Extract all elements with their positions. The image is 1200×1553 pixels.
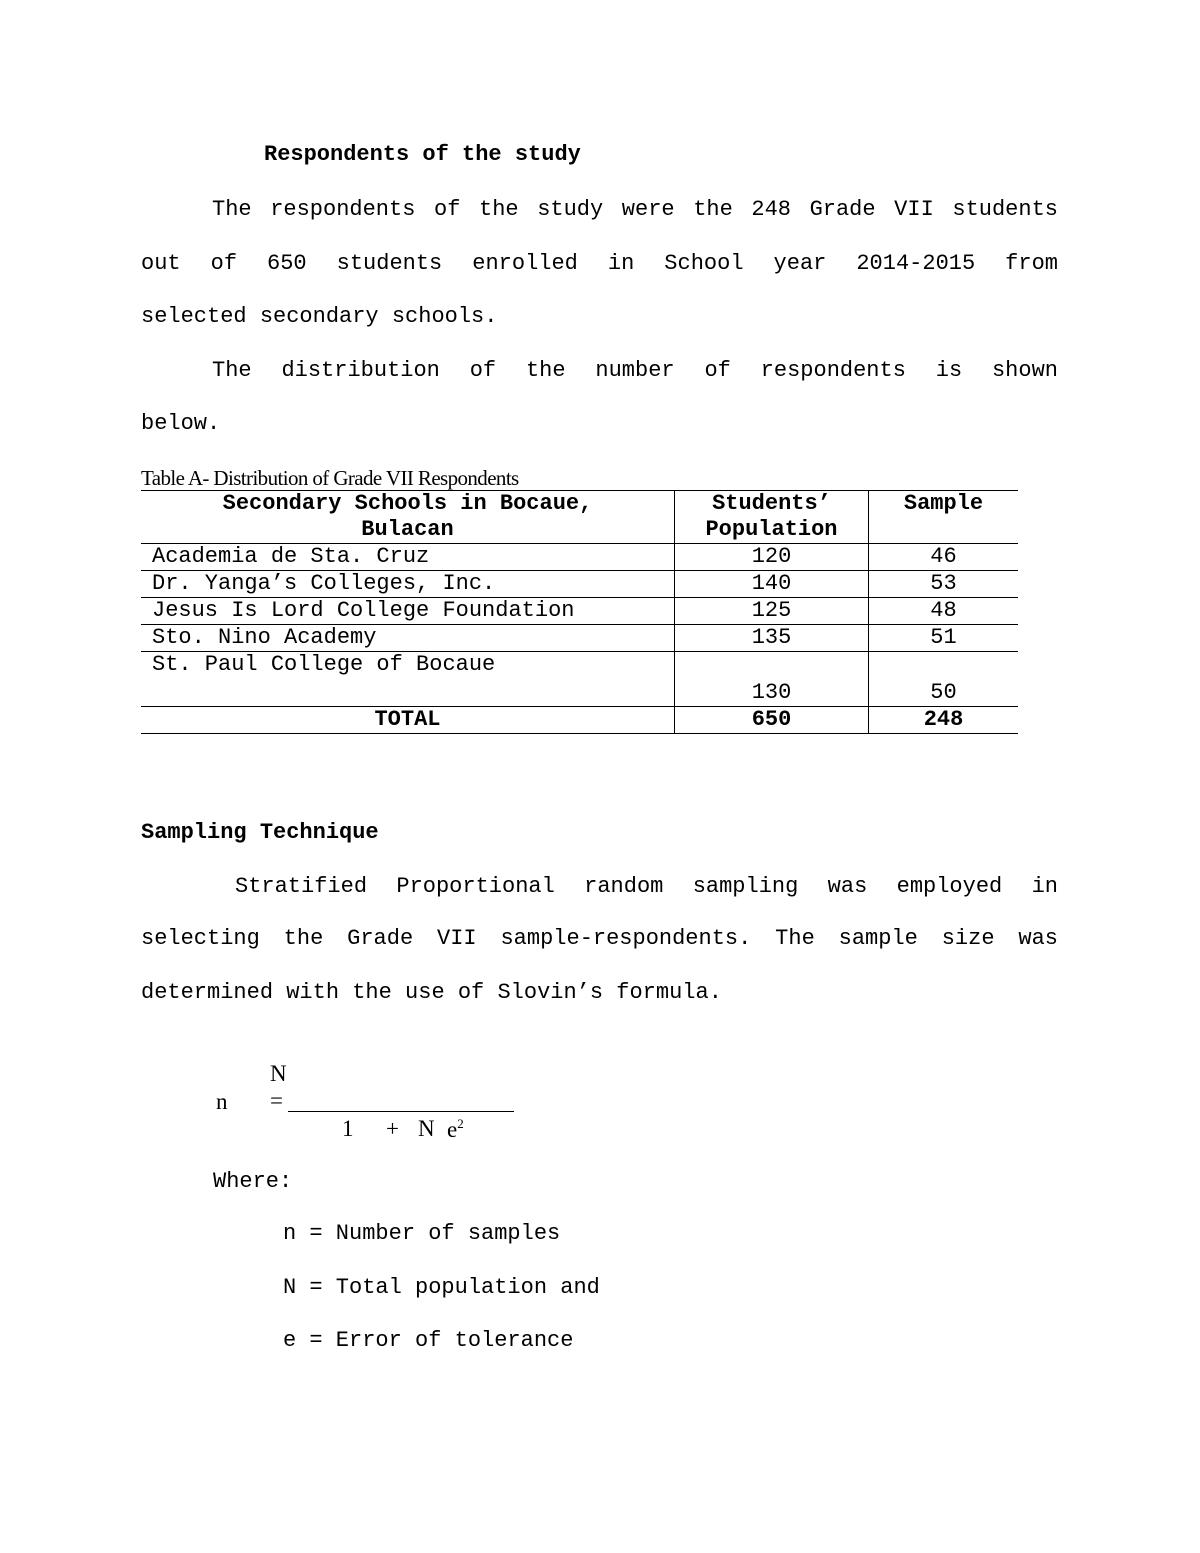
paragraph-line: Stratified Proportional random sampling was employed in — [235, 874, 1058, 899]
cell-sample: 48 — [869, 598, 1019, 625]
paragraph-line: selecting the Grade VII sample-respondents. The sample size was — [141, 926, 1058, 951]
cell-population: 130 — [675, 652, 869, 707]
table-caption: Table A- Distribution of Grade VII Respondents — [141, 466, 519, 490]
section-heading-sampling: Sampling Technique — [141, 820, 379, 845]
formula-denom-plus: + — [386, 1116, 399, 1141]
table-row — [141, 625, 1018, 652]
table-row — [141, 571, 1018, 598]
paragraph-line: out of 650 students enrolled in School year 2014-2015 from — [141, 251, 1058, 276]
cell-sample: 50 — [869, 652, 1019, 707]
cell-total-population: 650 — [675, 707, 869, 734]
header-schools-line2: Bulacan — [361, 517, 454, 542]
header-population-line2: Population — [705, 517, 838, 542]
header-sample: Sample — [869, 491, 1019, 544]
formula-exponent: 2 — [457, 1116, 464, 1131]
cell-school: Sto. Nino Academy — [141, 625, 675, 652]
cell-total-label: TOTAL — [141, 707, 675, 734]
formula-denom-e — [447, 1116, 464, 1143]
cell-population: 125 — [675, 598, 869, 625]
cell-sample: 53 — [869, 571, 1019, 598]
table-row — [141, 652, 1018, 707]
formula-numerator: N — [270, 1061, 287, 1086]
table-row — [141, 544, 1018, 571]
definition-item: n = Number of samples — [283, 1221, 561, 1246]
fraction-bar — [288, 1111, 514, 1112]
cell-population: 120 — [675, 544, 869, 571]
header-population-line1: Students’ — [712, 491, 831, 516]
formula-denom-one: 1 — [342, 1116, 354, 1141]
definition-item: e = Error of tolerance — [283, 1328, 574, 1353]
formula-lhs: n — [216, 1089, 228, 1114]
header-schools — [141, 491, 675, 544]
formula-equals: = — [270, 1088, 283, 1113]
table-header-row — [141, 491, 1018, 544]
cell-school: Jesus Is Lord College Foundation — [141, 598, 675, 625]
respondents-table — [141, 490, 1018, 734]
cell-school: St. Paul College of Bocaue — [141, 652, 675, 707]
table-total-row — [141, 707, 1018, 734]
cell-school: Dr. Yanga’s Colleges, Inc. — [141, 571, 675, 598]
cell-total-sample: 248 — [869, 707, 1019, 734]
paragraph-line: below. — [141, 411, 221, 436]
cell-school: Academia de Sta. Cruz — [141, 544, 675, 571]
formula-denom-N: N — [418, 1116, 435, 1141]
formula-e: e — [447, 1117, 458, 1142]
cell-population: 140 — [675, 571, 869, 598]
cell-population: 135 — [675, 625, 869, 652]
paragraph-line: The distribution of the number of respondents is shown — [212, 358, 1058, 383]
header-population — [675, 491, 869, 544]
header-schools-line1: Secondary Schools in Bocaue, — [222, 491, 593, 516]
table-row — [141, 598, 1018, 625]
paragraph-line: determined with the use of Slovin’s formula. — [141, 980, 722, 1005]
paragraph-line: selected secondary schools. — [141, 304, 498, 329]
definition-item: N = Total population and — [283, 1275, 600, 1300]
where-label: Where: — [213, 1169, 293, 1194]
paragraph-line: The respondents of the study were the 248 Grade VII students — [212, 197, 1058, 222]
cell-sample: 46 — [869, 544, 1019, 571]
cell-sample: 51 — [869, 625, 1019, 652]
section-heading-respondents: Respondents of the study — [264, 142, 581, 167]
